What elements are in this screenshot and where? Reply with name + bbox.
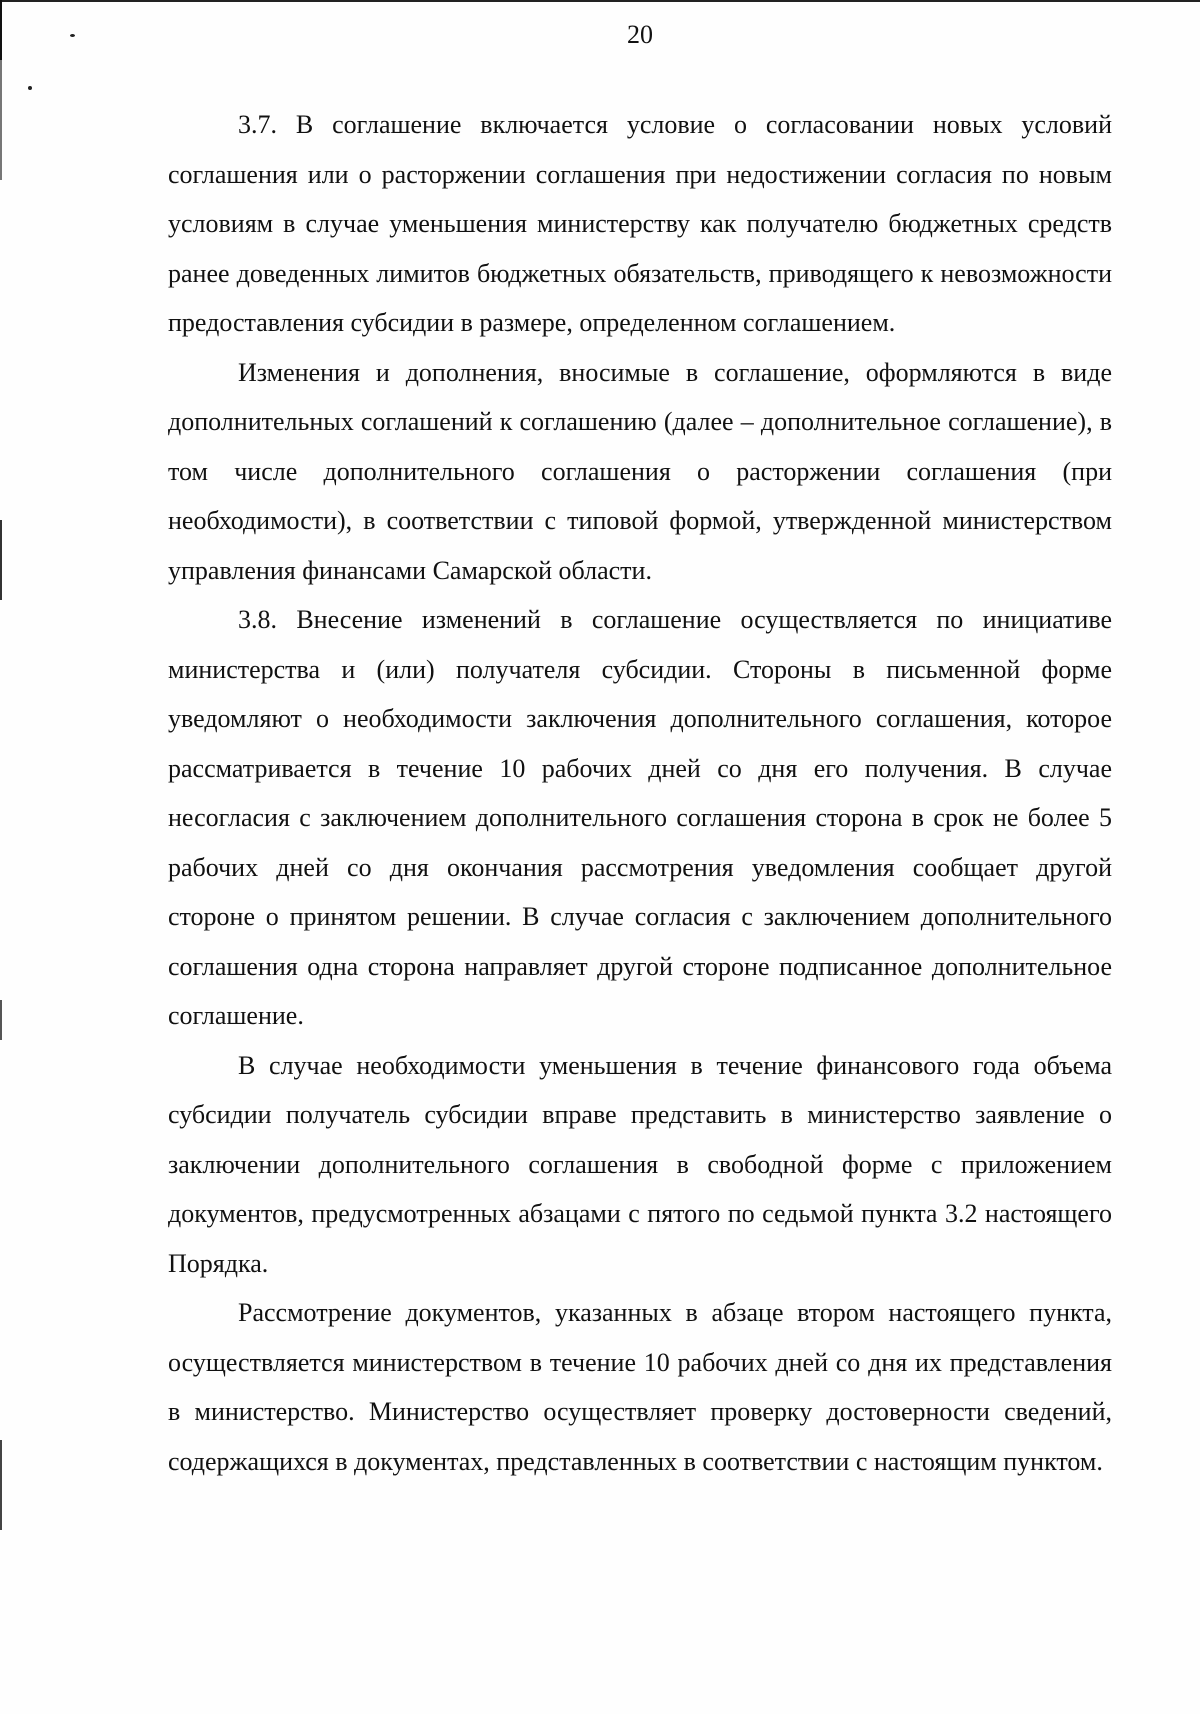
scan-edge-left [0, 0, 2, 1714]
paragraph-document-review: Рассмотрение документов, указанных в абзаце втором настоящего пункта, осуществляется министерством в течение 10 рабочих дней со дня их представления в министерство. Министерство осуществляет проверку достоверности сведений, содержащихся в документах, представленных в соответствии с настоящим пунктом. [168, 1298, 1112, 1476]
paragraph-amendments: Изменения и дополнения, вносимые в соглашение, оформляются в виде дополнительных соглашений к соглашению (далее – дополнительное соглашение), в том числе дополнительного соглашения о расторжении соглашения (при необходимости), в соответствии с типовой формой, утвержденной министерством управления финансами Самарской области. [168, 357, 1112, 585]
scan-edge-top [0, 0, 1200, 2]
paragraph-3-7: 3.7. В соглашение включается условие о согласовании новых условий соглашения или о расторжении соглашения при недостижении согласия по новым условиям в случае уменьшения министерству как получателю бюджетных средств ранее доведенных лимитов бюджетных обязательств, приводящего к невозможности предоставления субсидии в размере, определенном соглашением. [168, 110, 1112, 337]
scan-speck [28, 86, 32, 90]
paragraph-3-8: 3.8. Внесение изменений в соглашение осуществляется по инициативе министерства и (или) получателя субсидии. Стороны в письменной форме уведомляют о необходимости заключения дополнительного соглашения, которое рассматривается в течение 10 рабочих дней со дня его получения. В случае несогласия с заключением дополнительного соглашения сторона в срок не более 5 рабочих дней со дня окончания рассмотрения уведомления сообщает другой стороне о принятом решении. В случае согласия с заключением дополнительного соглашения одна сторона направляет другой стороне подписанное дополнительное соглашение. [168, 605, 1112, 1030]
page-number: 20 [627, 20, 653, 49]
paragraph-subsidy-reduction: В случае необходимости уменьшения в течение финансового года объема субсидии получатель субсидии вправе представить в министерство заявление о заключении дополнительного соглашения в свободной форме с приложением документов, предусмотренных абзацами с пятого по седьмой пункта 3.2 настоящего Порядка. [168, 1050, 1112, 1278]
document-body [168, 100, 1112, 1486]
